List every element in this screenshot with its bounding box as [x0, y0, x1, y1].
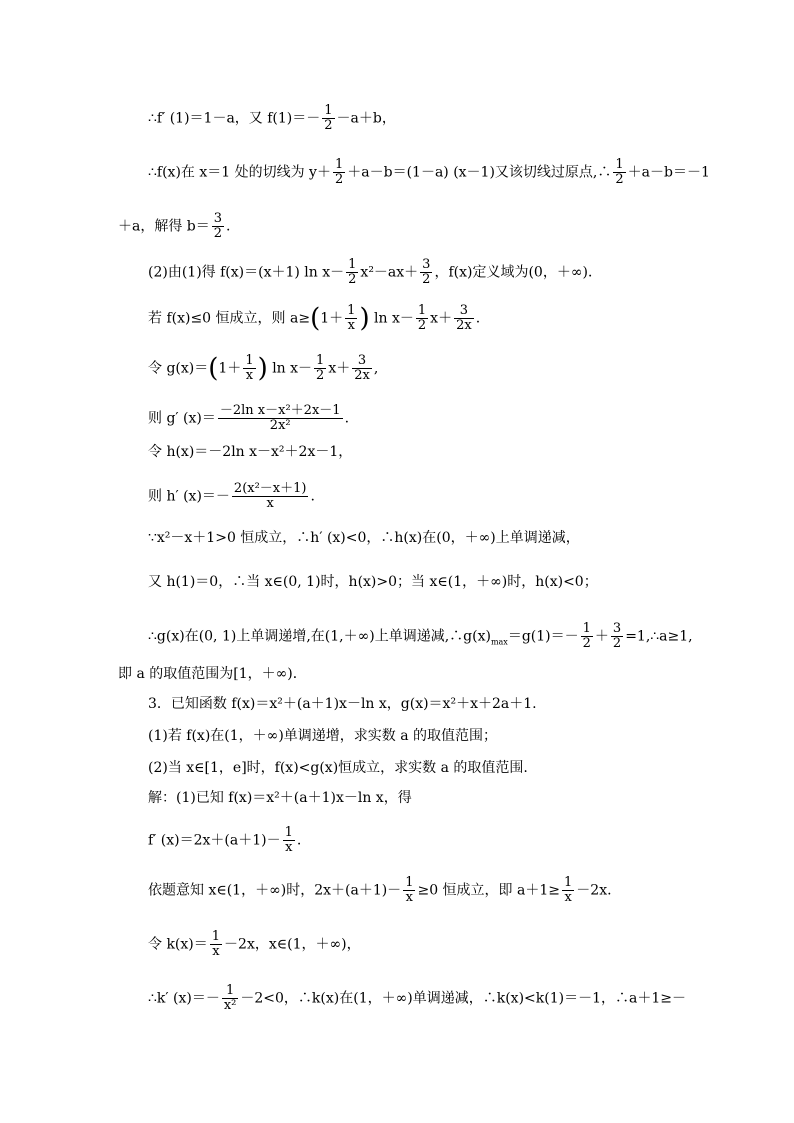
- line-15: (1)若 f(x)在(1，＋∞)单调递增，求实数 a 的取值范围；: [148, 728, 498, 744]
- line-12: ∴g(x)在(0, 1)上单调递增,在(1,＋∞)上单调递减$,\therefore g(x)_{max}=g(1)=-$ $\frac{1}{2}$ ＋ $\frac{3}{2}$ =1,∴a≥1,: [148, 621, 693, 651]
- fraction: $\frac{\text{－2ln x－x²＋2x－1}}{\text{2x²}}$: [219, 403, 341, 433]
- line-11: 又 h(1)＝0，∴当 x∈(0, 1)时，h(x)>0；当 x∈(1，＋∞)时，h(x)<0；: [148, 574, 598, 590]
- line-1: ∴f′ (1)＝1－a，又 f(1)＝－ $\frac{1}{2}$ －a＋b，: [148, 103, 396, 133]
- fraction: $\frac{3}{2x}$: [456, 303, 472, 333]
- line-14: 3．已知函数 f(x)＝x²＋(a＋1)x－ln x，g(x)＝x²＋x＋2a＋1.: [148, 696, 537, 712]
- fraction: $\frac{3}{2}$: [612, 621, 622, 651]
- fraction: $\frac{1}{x}$: [405, 875, 414, 905]
- line-19: 依题意知 x∈(1，＋∞)时，2x＋(a＋1)－ $\frac{1}{x}$ ≥0 恒成立，即 a＋1≥ $\frac{1}{x}$ －2x.: [148, 875, 612, 905]
- line-6: 令 g(x)＝(1＋ $\frac{1}{x}$ ) ln x－ $\frac{1}{2}$ x＋ $\frac{3}{2x}$ ,: [148, 353, 379, 384]
- fraction: $\frac{1}{2}$: [324, 103, 333, 133]
- line-16: (2)当 x∈[1，e]时，f(x)<g(x)恒成立，求实数 a 的取值范围.: [148, 760, 528, 776]
- fraction: $\frac{1}{x}$: [564, 875, 573, 905]
- fraction: $\frac{1}{x}$: [245, 353, 254, 383]
- line-13: 即 a 的取值范围为[1，＋∞)．: [118, 666, 307, 682]
- line-20: 令 k(x)＝ $\frac{1}{x}$ －2x，x∈(1，＋∞)，: [148, 929, 361, 959]
- fraction: $\frac{3}{2}$: [213, 211, 223, 241]
- line-21: ∴k′ (x)＝－ $\frac{1}{\text{x²}}$ －2<0，∴k(x)在(1，＋∞)单调递减，∴k(x)<k(1)＝－1，∴a＋1≥－: [148, 983, 686, 1013]
- fraction: $\frac{3}{2}$: [422, 257, 431, 287]
- fraction: $\frac{1}{x}$: [347, 303, 356, 333]
- line-9: 则 h′ (x)＝－ $\frac{\text{2(x²－x＋1)}}{x}$ .: [148, 481, 315, 511]
- fraction: $\frac{1}{\text{x²}}$: [223, 983, 237, 1013]
- fraction: $\frac{1}{2}$: [316, 353, 325, 383]
- fraction: $\frac{1}{2}$: [348, 257, 357, 287]
- fraction: $\frac{\text{2(x²－x＋1)}}{x}$: [233, 481, 307, 511]
- line-7: 则 g′ (x)＝ $\frac{\text{－2ln x－x²＋2x－1}}{\text{2x²}}$ .: [148, 403, 350, 433]
- fraction: $\frac{3}{2x}$: [354, 353, 370, 383]
- fraction: $\frac{1}{x}$: [211, 929, 221, 959]
- line-4: (2)由(1)得 f(x)＝(x＋1) ln x－ $\frac{1}{2}$ x²－ax＋ $\frac{3}{2}$ ，f(x)定义域为(0，＋∞)．: [148, 257, 602, 287]
- line-5: 若 f(x)≤0 恒成立，则 a≥(1＋ $\frac{1}{x}$ ) ln x－ $\frac{1}{2}$ x＋ $\frac{3}{2x}$ .: [148, 303, 481, 334]
- fraction: $\frac{1}{2}$: [582, 621, 591, 651]
- line-18: f′ (x)＝2x＋(a＋1)－ $\frac{1}{x}$ .: [148, 825, 302, 855]
- line-3: ＋a，解得 b＝ $\frac{3}{2}$ .: [118, 211, 231, 241]
- fraction: $\frac{1}{2}$: [417, 303, 427, 333]
- fraction: $\frac{1}{2}$: [615, 157, 624, 187]
- line-8: 令 h(x)＝－2ln x－x²＋2x－1，: [148, 444, 353, 460]
- fraction: $\frac{1}{x}$: [284, 825, 293, 855]
- fraction: $\frac{1}{2}$: [334, 157, 344, 187]
- line-10: ∵x²－x＋1>0 恒成立，∴h′ (x)<0，∴h(x)在(0，＋∞)上单调递减，: [148, 530, 580, 546]
- line-2: ∴f(x)在 x＝1 处的切线为 y＋ $\frac{1}{2}$ ＋a－b＝(1－a) (x－1)又该切线过原点,∴ $\frac{1}{2}$ ＋a－b＝－1: [148, 157, 710, 187]
- line-17: 解：(1)已知 f(x)＝x²＋(a＋1)x－ln x，得: [148, 790, 412, 806]
